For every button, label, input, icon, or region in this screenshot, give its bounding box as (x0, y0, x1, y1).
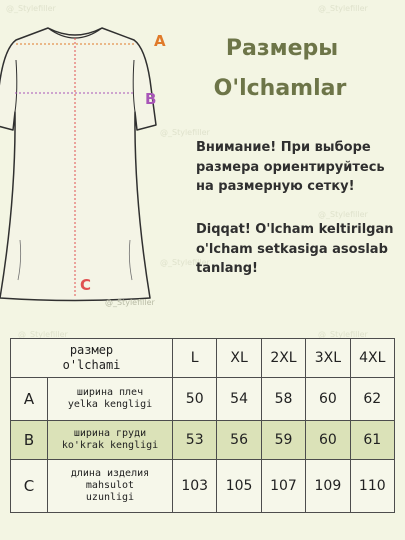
row-letter: A (11, 378, 48, 421)
watermark: @_Stylefiller (160, 128, 210, 137)
watermark: @_Stylefiller (318, 210, 368, 219)
title-uz: O'lchamlar (213, 76, 347, 101)
cell-value: 105 (217, 460, 261, 513)
cell-value: 110 (350, 460, 394, 513)
cell-value: 103 (173, 460, 217, 513)
marker-c: C (80, 276, 92, 294)
note-uz: Diqqat! O'lcham keltirilgan o'lcham setkasiga asoslab tanlang! (196, 222, 394, 276)
title-ru: Размеры (225, 36, 339, 61)
row-label: ширина груди ko'krak kengligi (48, 421, 173, 460)
table-row (11, 378, 395, 421)
table-row (11, 421, 395, 460)
size-header: 3XL (306, 339, 350, 378)
watermark: @_Stylefiller (6, 4, 56, 13)
marker-a: A (154, 32, 166, 50)
cell-value: 54 (217, 378, 261, 421)
row-label: ширина плеч yelka kengligi (48, 378, 173, 421)
watermark: @_Stylefiller (160, 258, 210, 267)
cell-value: 109 (306, 460, 350, 513)
row-letter: B (11, 421, 48, 460)
corner-label: размер o'lchami (11, 339, 173, 378)
marker-b: B (145, 90, 157, 108)
watermark: @_Stylefiller (105, 298, 155, 307)
row-label: длина изделия mahsulot uzunligi (48, 460, 173, 513)
cell-value: 50 (173, 378, 217, 421)
cell-value: 107 (261, 460, 305, 513)
table-header-row (11, 339, 395, 378)
cell-value: 58 (261, 378, 305, 421)
cell-value: 60 (306, 378, 350, 421)
row-letter: C (11, 460, 48, 513)
size-header: 2XL (261, 339, 305, 378)
cell-value: 53 (173, 421, 217, 460)
size-table (10, 338, 395, 513)
watermark: @_Stylefiller (318, 4, 368, 13)
note-ru: Внимание! При выборе размера ориентируйтесь на размерную сетку! (196, 140, 385, 194)
size-header: L (173, 339, 217, 378)
table-row (11, 460, 395, 513)
cell-value: 60 (306, 421, 350, 460)
watermark: @_Stylefiller (318, 330, 368, 339)
size-header: XL (217, 339, 261, 378)
size-header: 4XL (350, 339, 394, 378)
cell-value: 59 (261, 421, 305, 460)
cell-value: 62 (350, 378, 394, 421)
cell-value: 56 (217, 421, 261, 460)
cell-value: 61 (350, 421, 394, 460)
watermark: @_Stylefiller (18, 330, 68, 339)
